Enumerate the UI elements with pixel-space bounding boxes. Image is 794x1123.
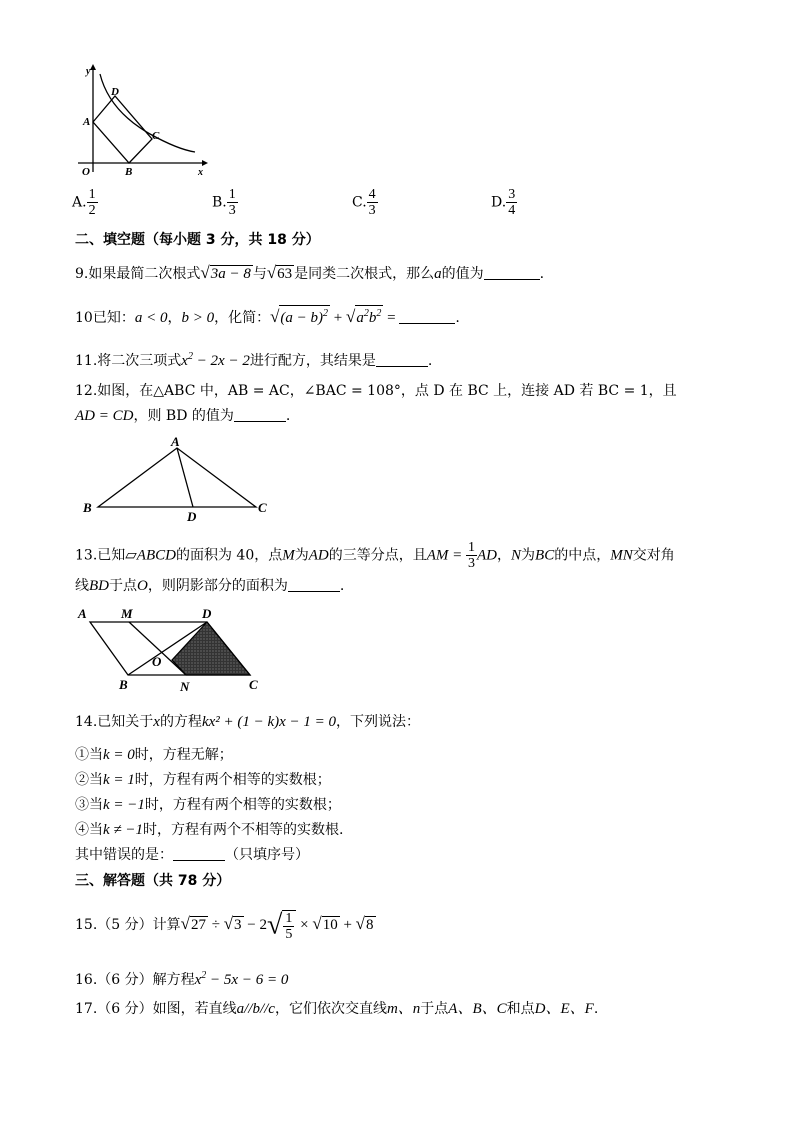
origin-label: O [82,166,90,178]
vertex-c-label: C [249,677,258,692]
section-2-title: 二、填空题（每小题 3 分，共 18 分） [75,232,320,248]
point-o-label: O [152,654,162,669]
question-13-line-1: 13.已知▱ABCD的面积为 40，点M为AD的三等分点，且AM = $\frac{1}{3}$ AD，N为BC的中点，MN交对角 [75,540,675,571]
point-c-label: C [152,130,160,142]
vertex-d-label: D [202,606,212,621]
q14-answer-blank[interactable] [173,846,225,861]
question-10: 10已知：a < 0，b > 0，化简：$√(a - b)^2 + √a^2b^2$ = . [75,307,460,326]
shaded-region [172,622,250,675]
q14-question: 其中错误的是： （只填序号） [75,847,309,863]
point-d-label: D [111,86,119,98]
rectangle-abcd [93,96,152,163]
q13-parallelogram-figure [74,602,274,694]
q9-radicand-2: 63 [277,266,293,282]
vertex-b-label: B [83,500,92,515]
q10-answer-blank[interactable] [399,309,455,324]
point-n-label: N [180,679,190,694]
q9-radicand-1: 3a − 8 [210,266,251,282]
section-3-title: 三、解答题（共 78 分） [75,873,231,889]
q12-triangle-figure [78,434,278,522]
question-15: 15.（5 分）计算√27 ÷ √3 − 2√ $\frac{1}{5}$ × √10 + √8 [75,909,374,942]
point-b-label: B [125,166,133,178]
point-m-label: M [121,606,133,621]
vertex-b-label: B [119,677,128,692]
q9-answer-blank[interactable] [484,265,540,280]
question-16: 16.（6 分）解方程$x^2 - 5x - 6 = 0$ [75,970,289,988]
q11-answer-blank[interactable] [376,352,428,367]
vertex-a-label: A [78,606,87,621]
option-b[interactable]: B. $\frac{1}{3}$ [212,187,236,218]
option-a[interactable]: A. $\frac{1}{2}$ [72,187,96,218]
option-c[interactable]: C. $\frac{4}{3}$ [352,187,376,218]
q8-options [72,187,632,229]
question-17: 17.（6 分）如图，若直线a//b//c，它们依次交直线m、n于点A、B、C和点D、E、F. [75,1001,599,1017]
question-9: 9.如果最简二次根式√3a − 8 与√63 是同类二次根式，那么a的值为 . [75,263,545,282]
triangle-abc [98,448,256,507]
x-axis-label: x [198,167,203,178]
q12-answer-blank[interactable] [234,407,286,422]
q14-statement-3: ③当k = −1时，方程有两个相等的实数根； [75,797,341,813]
q8-figure [70,62,210,180]
q14-statement-1: ①当k = 0时，方程无解； [75,747,233,763]
point-a-label: A [83,116,91,128]
question-13-line-2: 线BD于点O，则阴影部分的面积为 . [75,578,345,594]
question-14-intro: 14.已知关于x的方程kx² + (1 − k)x − 1 = 0，下列说法： [75,714,421,730]
y-axis-label: y [86,66,91,77]
point-d-label: D [187,509,197,522]
question-12-line-1: 12.如图，在△ABC 中，AB = AC，∠BAC = 108°，点 D 在 BC 上，连接 AD 若 BC = 1，且 [75,383,677,399]
option-d[interactable]: D. $\frac{3}{4}$ [491,187,516,218]
vertex-a-label: A [171,434,180,449]
question-12-line-2: AD = CD，则 BD 的值为 . [75,408,291,424]
vertex-c-label: C [258,500,267,515]
q14-statement-2: ②当k = 1时，方程有两个相等的实数根； [75,772,331,788]
segment-ad [177,448,193,507]
q14-statement-4: ④当k ≠ −1时，方程有两个不相等的实数根. [75,822,344,838]
question-11: 11.将二次三项式$x^2 - 2x - 2$进行配方，其结果是 . [75,351,433,369]
q13-answer-blank[interactable] [288,577,340,592]
